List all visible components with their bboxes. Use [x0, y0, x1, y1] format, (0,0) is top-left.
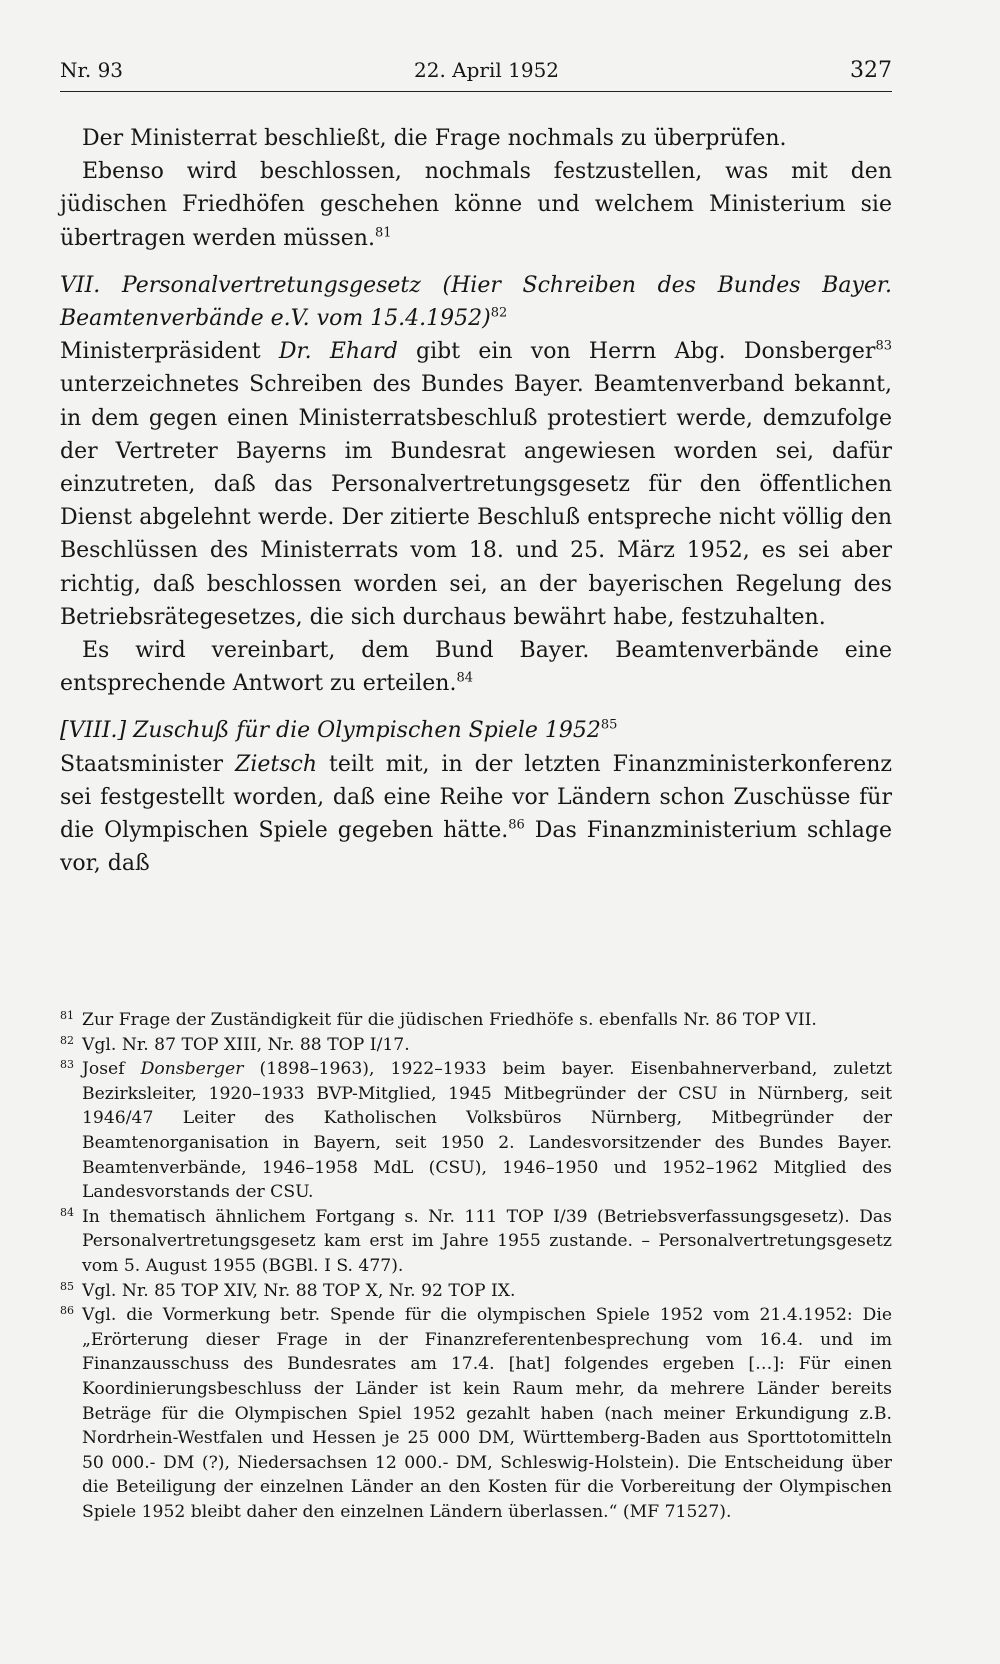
- document-number: Nr. 93: [60, 58, 124, 82]
- footnote-82: 82 Vgl. Nr. 87 TOP XIII, Nr. 88 TOP I/17.: [60, 1033, 410, 1055]
- footnote-83: 83 Josef Donsberger (1898–1963), 1922–1933 beim bayer. Eisenbahnerverband, zuletzt Bezirksleiter, 1920–1933 BVP-Mitglied, 1945 Mitbegründer der CSU in Nürnberg, seit 1946/47 Leiter des Katholischen Volksbüros Nürnberg, Mitbegründer der Beamtenorganisation in Bayern, seit 1950 2. Landesvorsitzender des Bundes Bayer. Beamtenverbände, 1946–1958 MdL (CSU), 1946–1950 und 1952–1962 Mitglied des Landesvorstands der CSU.: [60, 1058, 893, 1203]
- footnote-ref-82: 82: [490, 305, 508, 321]
- person-name-zietsch: Zietsch: [235, 751, 317, 777]
- paragraph-4: Es wird vereinbart, dem Bund Bayer. Beamtenverbände eine entsprechende Antwort zu erteilen.$^{84}$: [60, 638, 892, 697]
- footnote-84: 84 In thematisch ähnlichem Fortgang s. Nr. 111 TOP I/39 (Betriebsverfassungsgesetz). Das Personalvertretungsgesetz kam erst im Jahre 1955 zustande. – Personalvertretungsgesetz vom 5. August 1955 (BGBl. I S. 477).: [60, 1205, 892, 1276]
- footnote-ref-81: 81: [374, 225, 392, 241]
- main-text: [60, 122, 892, 880]
- page-number: 327: [850, 58, 892, 83]
- paragraph-1: Der Ministerrat beschließt, die Frage nochmals zu überprüfen.: [82, 126, 787, 151]
- document-date: 22. April 1952: [414, 58, 560, 82]
- running-header: [60, 58, 892, 92]
- paragraph-2: Ebenso wird beschlossen, nochmals festzustellen, was mit den jüdischen Friedhöfen geschehen könne und welchem Ministerium sie übertragen werden müssen.$^{81}$: [60, 159, 892, 251]
- footnote-ref-83: 83: [875, 338, 892, 354]
- footnote-81: 81 Zur Frage der Zuständigkeit für die jüdischen Friedhöfe s. ebenfalls Nr. 86 TOP VII.: [60, 1009, 817, 1030]
- heading-vii: VII. Personalvertretungsgesetz (Hier Schreiben des Bundes Bayer. Beamtenverbände e.V. vom 15.4.1952)$^{82}$: [60, 272, 892, 332]
- document-page: [60, 58, 892, 880]
- footnote-ref-86: 86: [508, 817, 525, 833]
- footnote-ref-85: 85: [600, 718, 618, 734]
- heading-viii: [VIII.] Zuschuß für die Olympischen Spiele 1952$^{85}$: [60, 718, 618, 744]
- paragraph-3: Ministerpräsident Dr. Ehard gibt ein von Herrn Abg. Donsberger$^{83}$ unterzeichnetes Schreiben des Bundes Bayer. Beamtenverband bekannt, in dem gegen einen Ministerratsbeschluß protestiert werde, demzufolge der Vertreter Bayerns im Bundesrat angewiesen worden sei, dafür einzutreten, daß das Personalvertretungsgesetz für den öffentlichen Dienst abgelehnt werde. Der zitierte Beschluß entspreche nicht völlig den Beschlüssen des Ministerrats vom 18. und 25. März 1952, es sei aber richtig, daß beschlossen worden sei, an der bayerischen Regelung des Betriebsrätegesetzes, die sich durchaus bewährt habe, festzuhalten.: [60, 338, 892, 630]
- footnote-86: 86 Vgl. die Vormerkung betr. Spende für die olympischen Spiele 1952 vom 21.4.1952: Die „Erörterung dieser Frage in der Finanzreferentenbesprechung vom 16.4. und im Finanzausschuss des Bundesrates am 17.4. [hat] folgendes ergeben […]: Für einen Koordinierungsbeschluss der Länder ist kein Raum mehr, da mehrere Länder bereits Beträge für die Olympischen Spiel 1952 gezahlt haben (nach meiner Erkundigung z.B. Nordrhein-Westfalen und Hessen je 25 000 DM, Württemberg-Baden aus Sporttotomitteln 50 000.- DM (?), Niedersachsen 12 000.- DM, Schleswig-Holstein). Die Entscheidung über die Beteiligung der einzelnen Länder an den Kosten für die Vorbereitung der Olympischen Spiele 1952 bleibt daher den einzelnen Ländern überlassen.“ (MF 71527).: [60, 1304, 892, 1522]
- footnotes: [60, 1008, 892, 1524]
- footnote-85: 85 Vgl. Nr. 85 TOP XIV, Nr. 88 TOP X, Nr. 92 TOP IX.: [60, 1279, 516, 1301]
- paragraph-5: Staatsminister Zietsch teilt mit, in der letzten Finanzministerkonferenz sei festgestellt worden, daß eine Reihe vor Ländern schon Zuschüsse für die Olympischen Spiele gegeben hätte.$^{86}$ Das Finanzministerium schlage vor, daß: [60, 751, 893, 877]
- person-name-ehard: Dr. Ehard: [278, 339, 398, 365]
- footnote-ref-84: 84: [456, 670, 473, 686]
